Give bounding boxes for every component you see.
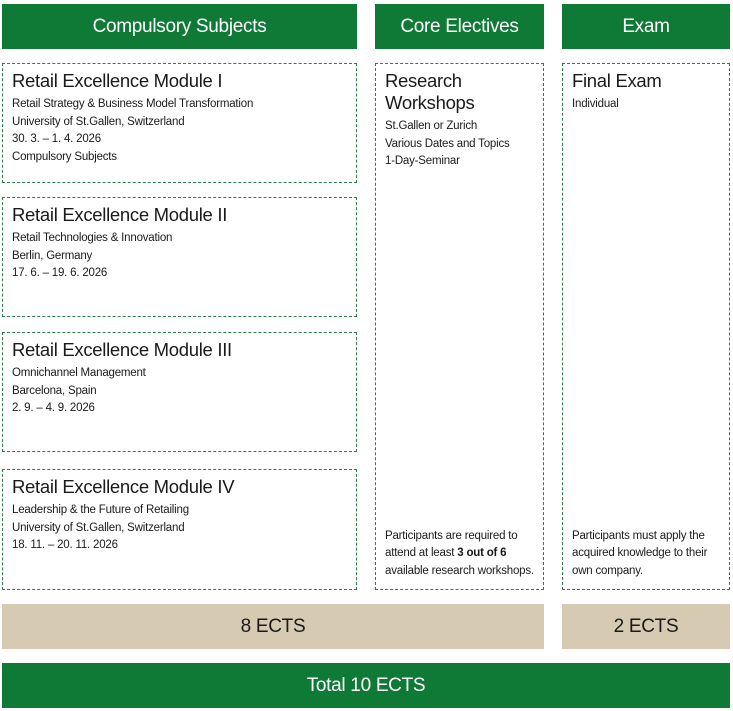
header-exam: Exam	[562, 4, 730, 49]
workshops-format: 1-Day-Seminar	[385, 155, 460, 167]
module-location: University of St.Gallen, Switzerland	[12, 115, 185, 128]
module-title: Retail Excellence Module I	[12, 70, 223, 91]
module-dates: 17. 6. – 19. 6. 2026	[12, 267, 108, 279]
module-dates: 30. 3. – 1. 4. 2026	[12, 133, 101, 145]
workshops-dates: Various Dates and Topics	[385, 137, 510, 150]
module-title: Retail Excellence Module III	[12, 339, 232, 360]
module-title: Retail Excellence Module IV	[12, 476, 235, 497]
workshops-title: Research Workshops	[385, 70, 475, 113]
module-dates: 2. 9. – 4. 9. 2026	[12, 402, 95, 414]
exam-type: Individual	[572, 98, 619, 110]
module-location: Berlin, Germany	[12, 249, 93, 262]
module-location: Barcelona, Spain	[12, 384, 97, 397]
module-dates: 18. 11. – 20. 11. 2026	[12, 539, 118, 551]
ects-compulsory-bar: 8 ECTS	[2, 604, 544, 649]
research-workshops-box	[375, 63, 544, 590]
module-box-4	[2, 469, 357, 590]
header-core-electives: Core Electives	[375, 4, 544, 49]
ects-exam-bar: 2 ECTS	[562, 604, 730, 649]
module-box-3	[2, 332, 357, 452]
module-topic: Retail Strategy & Business Model Transformation	[12, 98, 254, 110]
module-topic: Omnichannel Management	[12, 367, 146, 379]
workshops-location: St.Gallen or Zurich	[385, 120, 478, 132]
workshops-note-bold: 3 out of 6	[457, 547, 507, 559]
module-box-1	[2, 63, 357, 183]
module-box-2	[2, 197, 357, 317]
workshops-note: Participants are required to attend at least 3 out of 6 available research workshops.	[385, 529, 534, 577]
exam-title: Final Exam	[572, 70, 662, 91]
module-title: Retail Excellence Module II	[12, 204, 228, 225]
total-ects-bar: Total 10 ECTS	[2, 663, 730, 708]
exam-note: Participants must apply the acquired knowledge to their own company.	[572, 529, 708, 577]
header-compulsory-subjects: Compulsory Subjects	[2, 4, 357, 49]
module-topic: Retail Technologies & Innovation	[12, 232, 173, 244]
module-location: University of St.Gallen, Switzerland	[12, 521, 185, 534]
module-topic: Leadership & the Future of Retailing	[12, 504, 189, 516]
final-exam-box	[562, 63, 730, 590]
module-category: Compulsory Subjects	[12, 150, 117, 163]
